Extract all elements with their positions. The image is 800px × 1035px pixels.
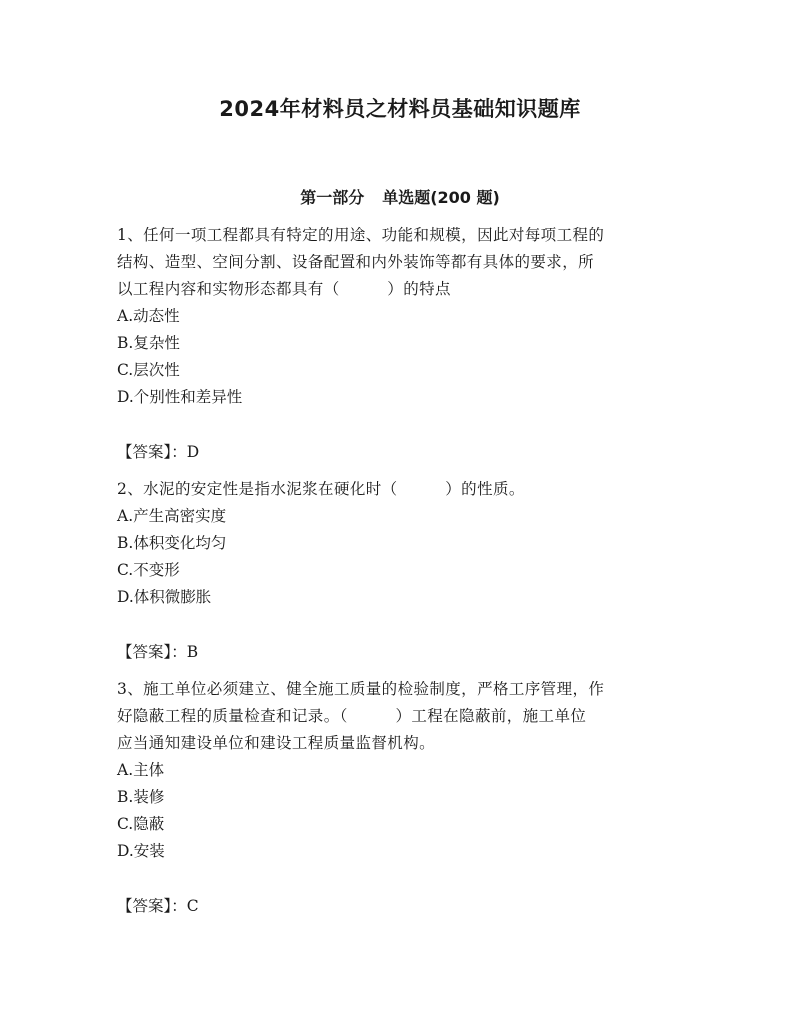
answer-label: 【答案】： xyxy=(117,443,187,461)
question-stem-line: 好隐蔽工程的质量检查和记录。（ ）工程在隐蔽前，施工单位 xyxy=(117,707,587,725)
option-c: C.不变形 xyxy=(117,561,180,579)
question-stem-line: 应当通知建设单位和建设工程质量监督机构。 xyxy=(117,734,436,752)
option-c: C.层次性 xyxy=(117,361,180,379)
answer-line xyxy=(117,639,687,666)
question-stem-line: 结构、造型、空间分割、设备配置和内外装饰等都有具体的要求，所 xyxy=(117,253,595,271)
answer-line xyxy=(117,893,687,920)
answer-value: D xyxy=(186,443,200,461)
answer-value: C xyxy=(186,897,199,915)
option-d: D.体积微膨胀 xyxy=(117,588,212,606)
option-d: D.安装 xyxy=(117,842,165,860)
answer-value: B xyxy=(186,643,199,661)
section-name: 单选题(200 题) xyxy=(382,188,500,207)
question-list xyxy=(117,222,687,920)
section-part: 第一部分 xyxy=(300,188,365,207)
question-stem-line: 1、任何一项工程都具有特定的用途、功能和规模，因此对每项工程的 xyxy=(117,226,605,244)
question-stem-line: 3、施工单位必须建立、健全施工质量的检验制度，严格工序管理，作 xyxy=(117,680,605,698)
answer-label: 【答案】： xyxy=(117,643,187,661)
question-2 xyxy=(117,476,687,676)
question-1 xyxy=(117,222,687,476)
question-3 xyxy=(117,676,687,920)
option-d: D.个别性和差异性 xyxy=(117,388,243,406)
question-stem-line: 以工程内容和实物形态都具有（ ）的特点 xyxy=(117,280,451,298)
option-b: B.复杂性 xyxy=(117,334,180,352)
section-title xyxy=(0,185,800,208)
option-a: A.主体 xyxy=(117,761,165,779)
document-title: 2024年材料员之材料员基础知识题库 xyxy=(219,97,581,121)
question-stem-line: 2、水泥的安定性是指水泥浆在硬化时（ ）的性质。 xyxy=(117,480,525,498)
answer-label: 【答案】： xyxy=(117,897,187,915)
option-b: B.装修 xyxy=(117,788,165,806)
option-a: A.动态性 xyxy=(117,307,180,325)
option-b: B.体积变化均匀 xyxy=(117,534,227,552)
answer-line xyxy=(117,439,687,466)
option-c: C.隐蔽 xyxy=(117,815,165,833)
option-a: A.产生高密实度 xyxy=(117,507,227,525)
